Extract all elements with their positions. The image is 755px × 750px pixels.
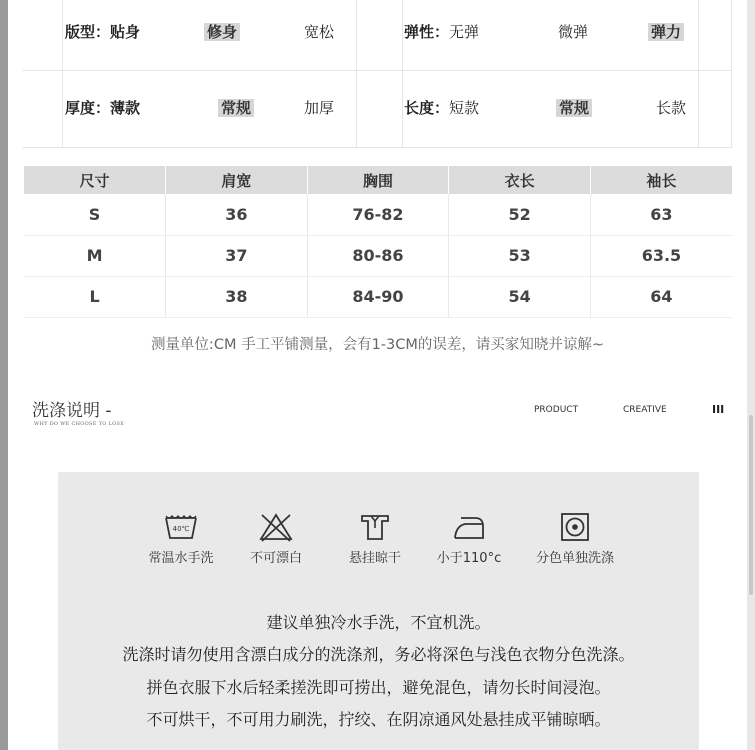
care-item [330, 512, 420, 566]
table-row [24, 235, 732, 276]
divider [22, 147, 732, 148]
size-table [24, 166, 732, 318]
care-label: 小于110°c [436, 551, 502, 566]
thickness-option-selected: 常规 [218, 99, 254, 117]
care-label: 悬挂晾干 [348, 551, 401, 566]
bust-cell: 84-90 [307, 276, 449, 317]
thickness-label: 厚度： [65, 99, 111, 117]
divider [22, 70, 732, 71]
nav-menu: III [712, 403, 725, 416]
thickness-option: 薄款 [110, 99, 141, 117]
nav-creative: CREATIVE [623, 405, 667, 415]
divider [62, 0, 63, 148]
thickness-option: 加厚 [304, 99, 335, 117]
stretch-attribute [404, 22, 479, 42]
care-item [136, 512, 226, 566]
hang-dry-icon [357, 512, 393, 542]
bust-cell: 76-82 [307, 194, 449, 235]
sleeve-cell: 63.5 [590, 235, 732, 276]
size-cell: M [24, 235, 166, 276]
care-item [424, 512, 514, 566]
length-option-selected: 常规 [556, 99, 592, 117]
shoulder-cell: 38 [166, 276, 308, 317]
stretch-option: 微弹 [558, 23, 589, 41]
washing-title: 洗涤说明 - [32, 401, 112, 421]
fit-attribute [65, 22, 140, 42]
sleeve-cell: 63 [590, 194, 732, 235]
fit-option: 宽松 [304, 23, 335, 41]
care-item [530, 512, 620, 566]
iron-icon [451, 512, 487, 542]
tumble-dry-icon [557, 512, 593, 542]
instruction-line: 拼色衣服下水后轻柔搓洗即可捞出，避免混色，请勿长时间浸泡。 [146, 678, 611, 697]
care-label: 常温水手洗 [148, 551, 214, 566]
shoulder-cell: 37 [166, 235, 308, 276]
stretch-option-selected: 弹力 [648, 23, 684, 41]
measurement-note: 测量单位:CM 手工平铺测量，会有1-3CM的误差，请买家知晓并谅解~ [150, 337, 605, 353]
care-label: 分色单独洗涤 [535, 551, 614, 566]
sleeve-cell: 64 [590, 276, 732, 317]
length-cell: 52 [449, 194, 591, 235]
fit-label: 版型： [65, 23, 111, 41]
fit-option: 贴身 [110, 23, 141, 41]
header-shoulder: 肩宽 [166, 166, 308, 194]
length-option: 长款 [656, 99, 687, 117]
wash-temp: 40℃ [172, 525, 190, 533]
care-item [231, 512, 321, 566]
bust-cell: 80-86 [307, 235, 449, 276]
instruction-line: 洗涤时请勿使用含漂白成分的洗涤剂，务必将深色与浅色衣物分色洗涤。 [122, 645, 635, 664]
table-row [24, 276, 732, 317]
divider [356, 0, 357, 148]
scrollbar-thumb[interactable] [749, 415, 753, 595]
washing-subtitle: WHY DO WE CHOOSE TO LOSE [34, 421, 125, 427]
length-label: 长度： [404, 99, 450, 117]
hand-wash-icon [163, 512, 199, 542]
divider [698, 0, 699, 148]
scrollbar[interactable] [747, 0, 755, 750]
instruction-line: 建议单独冷水手洗，不宜机洗。 [266, 613, 491, 632]
stretch-option: 无弹 [449, 23, 480, 41]
size-chart [24, 166, 732, 318]
length-attribute [404, 98, 479, 118]
instruction-line: 不可烘干，不可用力刷洗，拧绞、在阴凉通风处悬挂成平铺晾晒。 [146, 710, 611, 729]
length-option: 短款 [449, 99, 480, 117]
care-label: 不可漂白 [249, 551, 302, 566]
size-table-header [24, 166, 732, 194]
thickness-attribute [65, 98, 140, 118]
washing-panel [58, 472, 699, 750]
length-cell: 53 [449, 235, 591, 276]
attribute-table [22, 0, 732, 148]
header-length: 衣长 [449, 166, 591, 194]
size-cell: L [24, 276, 166, 317]
divider [402, 0, 403, 148]
fit-option-selected: 修身 [204, 23, 240, 41]
shoulder-cell: 36 [166, 194, 308, 235]
nav-product: PRODUCT [534, 405, 579, 415]
header-sleeve: 袖长 [590, 166, 732, 194]
length-cell: 54 [449, 276, 591, 317]
header-size: 尺寸 [24, 166, 166, 194]
table-row [24, 194, 732, 235]
header-bust: 胸围 [307, 166, 449, 194]
product-detail-page [8, 0, 747, 750]
size-cell: S [24, 194, 166, 235]
no-bleach-icon [258, 512, 294, 542]
stretch-label: 弹性： [404, 23, 450, 41]
